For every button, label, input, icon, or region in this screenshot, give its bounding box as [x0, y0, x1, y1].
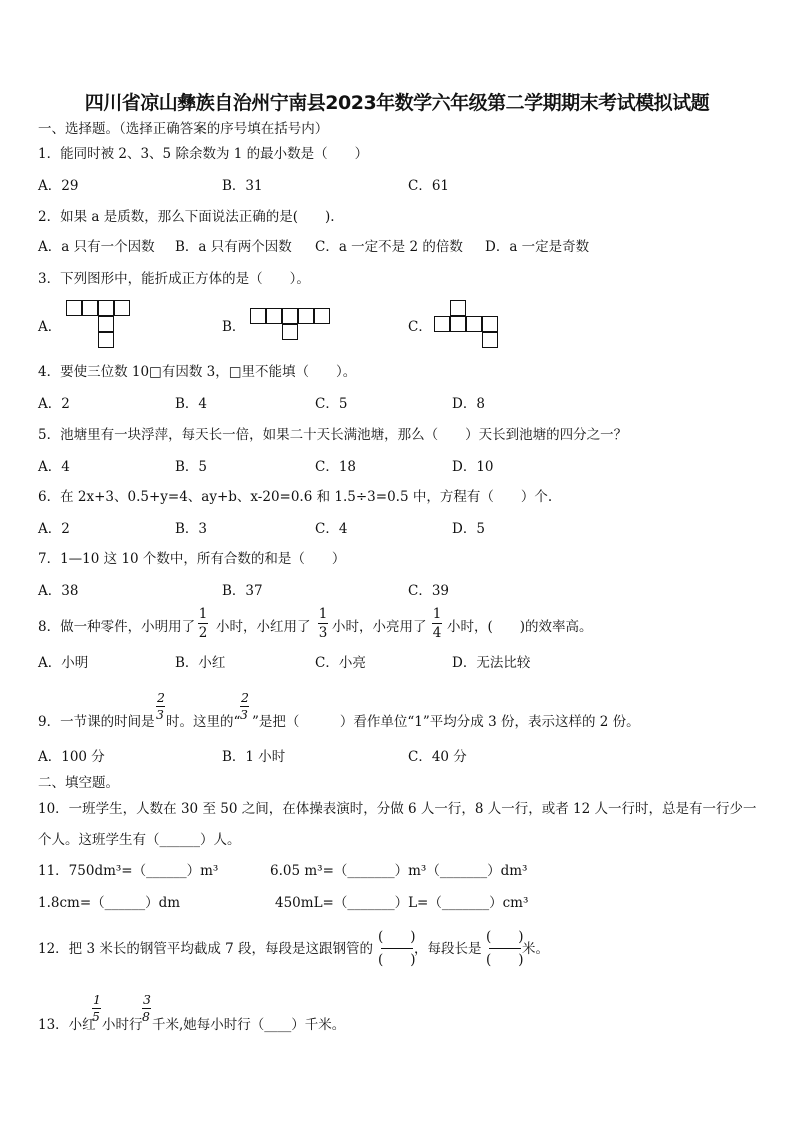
q4-option-c: C．5 [315, 396, 348, 412]
q1-option-c: C．61 [408, 178, 450, 194]
q13-fraction-km: 3 8 [142, 992, 151, 1024]
q12-blank-fraction-part[interactable]: ( ) ( ) [378, 929, 416, 968]
q13-text-3: 千米,她每小时行（____）千米。 [152, 1017, 346, 1033]
q3-stem: 3．下列图形中，能折成正方体的是（ ）。 [38, 271, 310, 287]
q8-text-1: 8．做一种零件，小明用了 [38, 619, 196, 635]
q13-text-2: 小时行 [102, 1017, 143, 1033]
q7-option-a: A．38 [38, 583, 79, 599]
q9-fraction-time: 2 3 [156, 690, 165, 722]
q4-option-d: D．8 [452, 396, 485, 412]
q9-fraction-quoted: 2 3 [240, 690, 249, 722]
q5-option-d: D．10 [452, 459, 494, 475]
q6-option-c: C．4 [315, 521, 348, 537]
q6-option-a: A．2 [38, 521, 70, 537]
q1-option-a: A．29 [38, 178, 79, 194]
q8-option-d: D．无法比较 [452, 655, 531, 671]
q5-option-a: A．4 [38, 459, 70, 475]
q7-option-b: B．37 [222, 583, 263, 599]
q9-option-a: A．100 分 [38, 749, 105, 765]
q2-option-a: A．a 只有一个因数 [38, 239, 155, 255]
q11-item-b: 6.05 m³=（_______）m³（_______）dm³ [270, 863, 528, 879]
q10-line-1: 10．一班学生，人数在 30 至 50 之间，在体操表演时，分做 6 人一行，8 人一行，或者 12 人一行时，总是有一行少一 [38, 801, 757, 817]
q8-text-3: 小时，小亮用了 [332, 619, 427, 635]
q3-option-a: A． [38, 319, 62, 335]
q13-fraction-hours: 1 5 [92, 992, 101, 1024]
q9-text-1: 9．一节课的时间是 [38, 714, 155, 730]
q11-item-d: 450mL=（_______）L=（_______）cm³ [275, 895, 529, 911]
q1-stem: 1．能同时被 2、3、5 除余数为 1 的最小数是（ ） [38, 146, 369, 162]
q2-option-d: D．a 一定是奇数 [485, 239, 590, 255]
q6-stem: 6．在 2x+3、0.5+y=4、ay+b、x-20=0.6 和 1.5÷3=0.5 中，方程有（ ）个. [38, 489, 553, 505]
q4-stem: 4．要使三位数 10□有因数 3，□里不能填（ ）。 [38, 364, 357, 380]
q9-option-b: B．1 小时 [222, 749, 286, 765]
section-choice-heading: 一、选择题。（选择正确答案的序号填在括号内） [38, 121, 329, 137]
q6-option-b: B．3 [175, 521, 208, 537]
q8-text-2: 小时，小红用了 [216, 619, 311, 635]
q13-text-1: 13．小红 [38, 1017, 96, 1033]
q4-option-b: B．4 [175, 396, 208, 412]
q8-fraction-xiaohong: 1 3 [318, 606, 328, 641]
q5-option-c: C．18 [315, 459, 357, 475]
q6-option-d: D．5 [452, 521, 485, 537]
q7-option-c: C．39 [408, 583, 450, 599]
q5-option-b: B．5 [175, 459, 208, 475]
q10-line-2: 个人。这班学生有（______）人。 [38, 832, 241, 848]
q3-option-c: C． [408, 319, 432, 335]
q3-option-b: B． [222, 319, 246, 335]
q12-blank-fraction-length[interactable]: ( ) ( ) [486, 929, 524, 968]
q9-text-3: ”是把（ ）看作单位“1”平均分成 3 份，表示这样的 2 份。 [252, 714, 640, 730]
q1-option-b: B．31 [222, 178, 263, 194]
q2-option-b: B．a 只有两个因数 [175, 239, 292, 255]
q12-text-1: 12．把 3 米长的钢管平均截成 7 段，每段是这跟钢管的 [38, 941, 374, 957]
q9-option-c: C．40 分 [408, 749, 467, 765]
q2-stem: 2．如果 a 是质数，那么下面说法正确的是( ). [38, 209, 335, 225]
q12-text-2: ，每段长是 [414, 941, 482, 957]
section-fill-heading: 二、填空题。 [38, 775, 119, 791]
q4-option-a: A．2 [38, 396, 70, 412]
q8-option-b: B．小红 [175, 655, 226, 671]
q8-option-c: C．小亮 [315, 655, 366, 671]
q8-fraction-xiaoliang: 1 4 [432, 606, 442, 641]
q8-text-4: 小时，( )的效率高。 [447, 619, 593, 635]
q12-text-3: 米。 [522, 941, 549, 957]
q8-option-a: A．小明 [38, 655, 89, 671]
page-title: 四川省凉山彝族自治州宁南县2023年数学六年级第二学期期末考试模拟试题 [84, 92, 710, 114]
q11-item-a: 11．750dm³=（______）m³ [38, 863, 219, 879]
q2-option-c: C．a 一定不是 2 的倍数 [315, 239, 463, 255]
q11-item-c: 1.8cm=（______）dm [38, 895, 181, 911]
q5-stem: 5．池塘里有一块浮萍，每天长一倍，如果二十天长满池塘，那么（ ）天长到池塘的四分之一？ [38, 427, 628, 443]
q8-fraction-xiaoming: 1 2 [198, 606, 208, 641]
q9-text-2: 时。这里的“ [166, 714, 241, 730]
q7-stem: 7．1—10 这 10 个数中，所有合数的和是（ ） [38, 551, 346, 567]
